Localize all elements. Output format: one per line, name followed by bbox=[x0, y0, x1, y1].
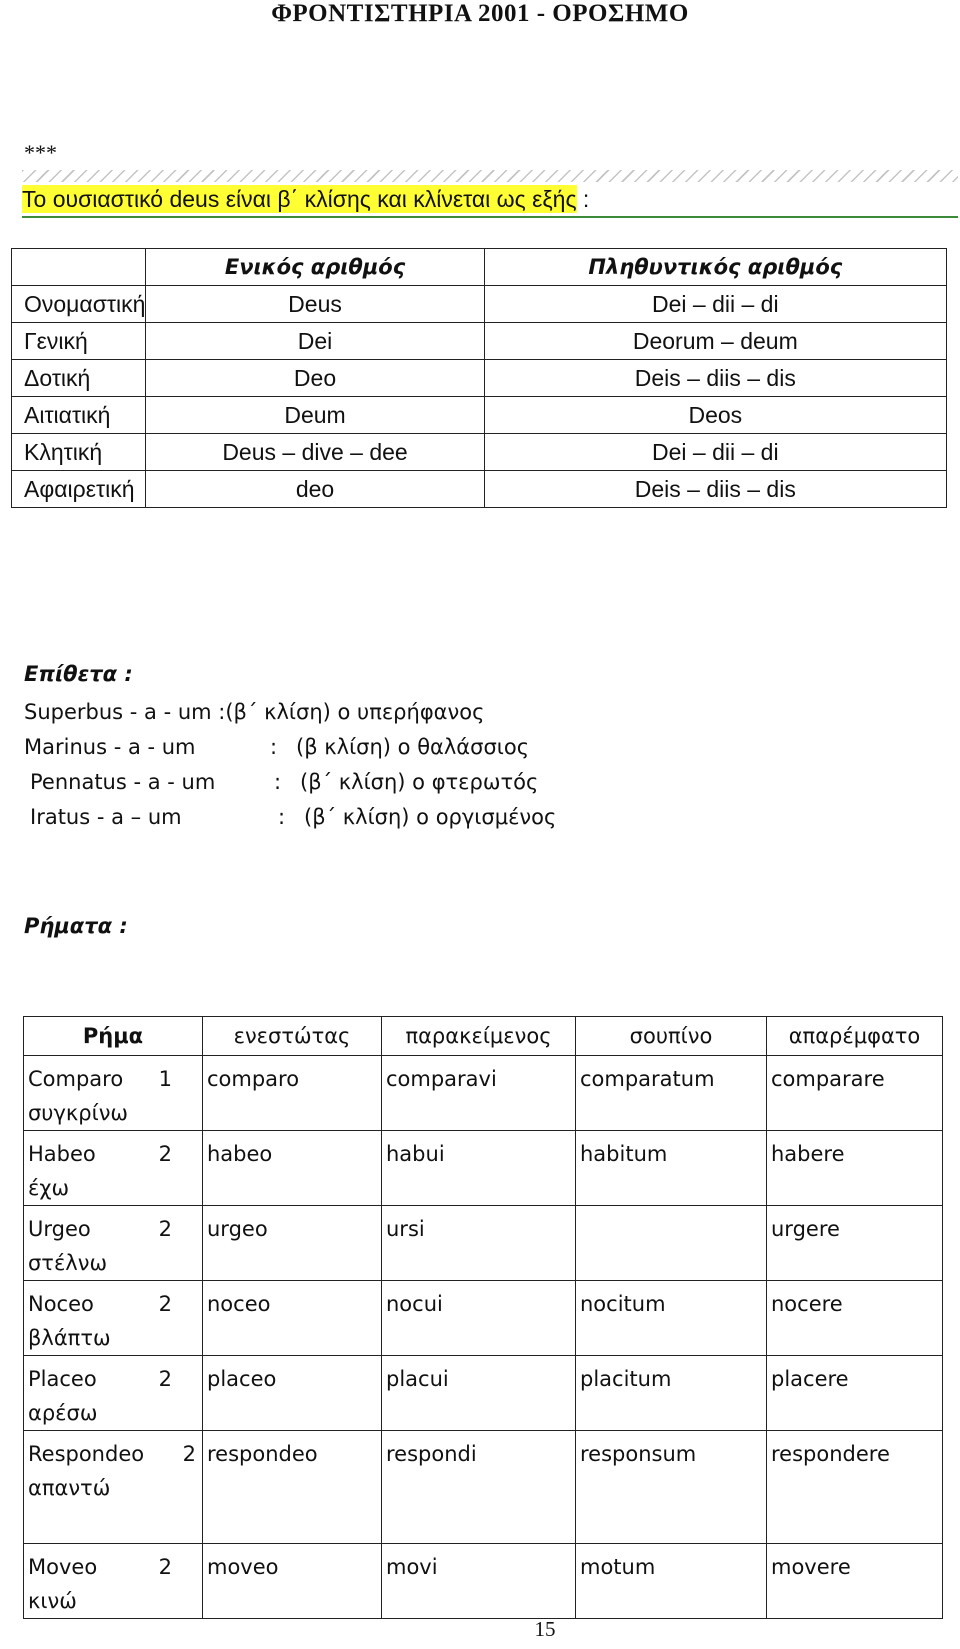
declension-header-row bbox=[12, 249, 947, 286]
verb-perfect: nocui bbox=[382, 1281, 576, 1356]
verb-infinitive: respondere bbox=[767, 1431, 943, 1544]
declension-table bbox=[11, 248, 947, 508]
verb-present: comparo bbox=[203, 1056, 382, 1131]
verb-infinitive: placere bbox=[767, 1356, 943, 1431]
verb-meaning: αρέσω bbox=[28, 1401, 98, 1425]
case-name: Δοτική bbox=[12, 360, 146, 397]
adjective-meaning: (β κλίση) ο θαλάσσιος bbox=[296, 735, 530, 759]
verb-infinitive: habere bbox=[767, 1131, 943, 1206]
verb-supine: placitum bbox=[576, 1356, 767, 1431]
verb-supine: motum bbox=[576, 1544, 767, 1619]
verb-cell bbox=[24, 1056, 203, 1131]
verb-infinitive: comparare bbox=[767, 1056, 943, 1131]
adjective-meaning: (β΄ κλίση) ο φτερωτός bbox=[300, 770, 539, 794]
verb-row bbox=[24, 1131, 943, 1206]
singular-form: Deum bbox=[146, 397, 484, 434]
adjective-meaning: (β΄ κλίση) ο οργισμένος bbox=[304, 805, 557, 829]
verbs-header-row bbox=[24, 1017, 943, 1056]
declension-header-singular: Ενικός αριθμός bbox=[146, 249, 484, 286]
adjective-word: Superbus - a - um :(β΄ κλίση) ο υπερήφανος bbox=[24, 700, 485, 724]
adjectives-title: Επίθετα : bbox=[24, 662, 133, 686]
declension-row bbox=[12, 434, 947, 471]
verb-cell bbox=[24, 1544, 203, 1619]
verb-cell bbox=[24, 1131, 203, 1206]
verb-perfect: placui bbox=[382, 1356, 576, 1431]
plural-form: Dei – dii – di bbox=[484, 434, 946, 471]
verb-row bbox=[24, 1281, 943, 1356]
declension-row bbox=[12, 397, 947, 434]
verb-row bbox=[24, 1356, 943, 1431]
verb-conjugation: 2 bbox=[158, 1217, 172, 1241]
verb-lemma: Moveo bbox=[28, 1555, 98, 1579]
plural-form: Deos bbox=[484, 397, 946, 434]
plural-form: Deis – diis – dis bbox=[484, 360, 946, 397]
declension-row bbox=[12, 471, 947, 508]
verb-meaning: βλάπτω bbox=[28, 1326, 111, 1350]
intro-text bbox=[22, 184, 589, 214]
verb-conjugation: 2 bbox=[158, 1367, 172, 1391]
singular-form: Deo bbox=[146, 360, 484, 397]
case-name: Αφαιρετική bbox=[12, 471, 146, 508]
verb-supine: comparatum bbox=[576, 1056, 767, 1131]
verb-meaning: κινώ bbox=[28, 1589, 77, 1613]
verbs-title: Ρήματα : bbox=[24, 914, 128, 938]
section-separator: *** bbox=[24, 140, 57, 165]
verb-infinitive: nocere bbox=[767, 1281, 943, 1356]
verb-perfect: movi bbox=[382, 1544, 576, 1619]
verb-lemma: Habeo bbox=[28, 1142, 96, 1166]
singular-form: Deus – dive – dee bbox=[146, 434, 484, 471]
verb-lemma: Comparo bbox=[28, 1067, 124, 1091]
case-name: Ονομαστική bbox=[12, 286, 146, 323]
verb-supine: nocitum bbox=[576, 1281, 767, 1356]
page-header: ΦΡΟΝΤΙΣΤΗΡΙΑ 2001 - ΟΡΟΣΗΜΟ bbox=[271, 0, 689, 27]
page-number: 15 bbox=[534, 1617, 556, 1641]
plural-form: Deis – diis – dis bbox=[484, 471, 946, 508]
adjective-separator: : bbox=[274, 770, 282, 794]
verb-perfect: habui bbox=[382, 1131, 576, 1206]
declension-header-plural: Πληθυντικός αριθμός bbox=[484, 249, 946, 286]
verb-present: placeo bbox=[203, 1356, 382, 1431]
case-name: Αιτιατική bbox=[12, 397, 146, 434]
plural-form: Deorum – deum bbox=[484, 323, 946, 360]
verb-supine: responsum bbox=[576, 1431, 767, 1544]
singular-form: Deus bbox=[146, 286, 484, 323]
green-underline bbox=[22, 216, 958, 218]
intro-highlight: Το ουσιαστικό deus είναι β΄ κλίσης και κλίνεται ως εξής bbox=[22, 186, 577, 212]
verb-present: respondeo bbox=[203, 1431, 382, 1544]
hatched-divider bbox=[22, 170, 958, 182]
singular-form: Dei bbox=[146, 323, 484, 360]
adjective-separator: : bbox=[278, 805, 286, 829]
verb-supine bbox=[576, 1206, 767, 1281]
verb-conjugation: 2 bbox=[158, 1292, 172, 1316]
verb-meaning: συγκρίνω bbox=[28, 1101, 129, 1125]
declension-row bbox=[12, 323, 947, 360]
verb-row bbox=[24, 1056, 943, 1131]
verb-row bbox=[24, 1544, 943, 1619]
singular-form: deo bbox=[146, 471, 484, 508]
verb-row bbox=[24, 1206, 943, 1281]
declension-header-empty bbox=[12, 249, 146, 286]
verb-infinitive: movere bbox=[767, 1544, 943, 1619]
verb-perfect: ursi bbox=[382, 1206, 576, 1281]
verbs-header-supine: σουπίνο bbox=[576, 1017, 767, 1056]
verb-row bbox=[24, 1431, 943, 1544]
adjective-separator: : bbox=[270, 735, 278, 759]
verb-meaning: στέλνω bbox=[28, 1251, 108, 1275]
verbs-header-present: ενεστώτας bbox=[203, 1017, 382, 1056]
verb-cell bbox=[24, 1281, 203, 1356]
verbs-table bbox=[23, 1016, 943, 1619]
verb-perfect: comparavi bbox=[382, 1056, 576, 1131]
verb-conjugation: 2 bbox=[158, 1142, 172, 1166]
declension-row bbox=[12, 286, 947, 323]
verb-perfect: respondi bbox=[382, 1431, 576, 1544]
verbs-header-verb: Ρήμα bbox=[24, 1017, 203, 1056]
case-name: Κλητική bbox=[12, 434, 146, 471]
intro-colon: : bbox=[576, 186, 590, 212]
verb-meaning: έχω bbox=[28, 1176, 70, 1200]
adjective-word: Pennatus - a - um bbox=[30, 770, 216, 794]
verb-present: habeo bbox=[203, 1131, 382, 1206]
verb-present: noceo bbox=[203, 1281, 382, 1356]
verb-conjugation: 2 bbox=[158, 1555, 172, 1579]
verb-supine: habitum bbox=[576, 1131, 767, 1206]
verbs-header-perfect: παρακείμενος bbox=[382, 1017, 576, 1056]
verb-lemma: Respondeo bbox=[28, 1442, 145, 1466]
verb-cell bbox=[24, 1356, 203, 1431]
verbs-header-infinitive: απαρέμφατο bbox=[767, 1017, 943, 1056]
verb-lemma: Placeo bbox=[28, 1367, 97, 1391]
verb-cell bbox=[24, 1431, 203, 1544]
verb-present: urgeo bbox=[203, 1206, 382, 1281]
verb-conjugation: 2 bbox=[182, 1442, 196, 1466]
declension-row bbox=[12, 360, 947, 397]
adjective-word: Iratus - a – um bbox=[30, 805, 182, 829]
verb-conjugation: 1 bbox=[158, 1067, 172, 1091]
verb-lemma: Urgeo bbox=[28, 1217, 91, 1241]
verb-lemma: Noceo bbox=[28, 1292, 94, 1316]
plural-form: Dei – dii – di bbox=[484, 286, 946, 323]
adjective-word: Marinus - a - um bbox=[24, 735, 196, 759]
verb-meaning: απαντώ bbox=[28, 1476, 111, 1500]
verb-infinitive: urgere bbox=[767, 1206, 943, 1281]
verb-present: moveo bbox=[203, 1544, 382, 1619]
case-name: Γενική bbox=[12, 323, 146, 360]
verb-cell bbox=[24, 1206, 203, 1281]
